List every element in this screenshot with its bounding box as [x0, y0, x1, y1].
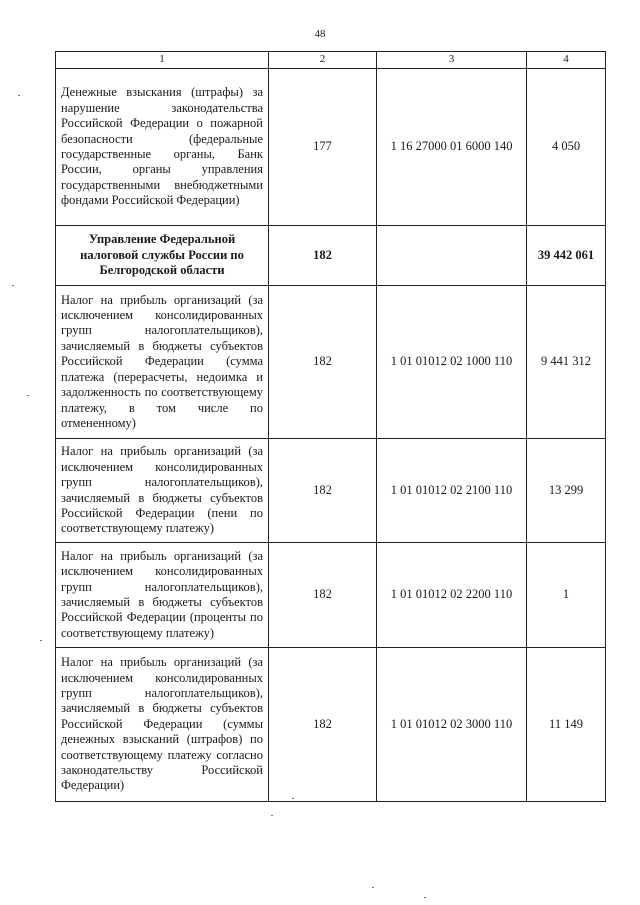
column-header: 1 [56, 52, 269, 69]
admin-code-cell: 182 [269, 648, 377, 802]
admin-code-cell: 182 [269, 226, 377, 286]
row-name-cell: Налог на прибыль организаций (за исключением консолидированных групп налогоплательщиков), зачисляемый в бюджеты субъектов Российской Федерации (сумма платежа (перерасчеты, недоимка и задолженность по соответствующему платежу, в том числе по отмененному) [56, 286, 269, 439]
income-code-cell: 1 01 01012 02 1000 110 [377, 286, 527, 439]
budget-table [55, 51, 606, 802]
income-code-cell: 1 01 01012 02 2200 110 [377, 543, 527, 648]
row-name-cell: Денежные взыскания (штрафы) за нарушение законодательства Российской Федерации о пожарной безопасности (федеральные государственные органы, Банк России, органы управления государственными внебюджетными фондами Российской Федерации) [56, 69, 269, 226]
income-code-cell [377, 226, 527, 286]
amount-cell: 11 149 [527, 648, 606, 802]
table-row [56, 286, 606, 439]
scan-speck [27, 395, 29, 396]
row-name-cell: Налог на прибыль организаций (за исключением консолидированных групп налогоплательщиков), зачисляемый в бюджеты субъектов Российской Федерации (пени по соответствующему платежу) [56, 439, 269, 543]
table-row [56, 648, 606, 802]
table-header-row [56, 52, 606, 69]
scan-speck [271, 815, 273, 816]
column-header: 3 [377, 52, 527, 69]
admin-code-cell: 177 [269, 69, 377, 226]
income-code-cell: 1 01 01012 02 3000 110 [377, 648, 527, 802]
admin-code-cell: 182 [269, 439, 377, 543]
income-code-cell: 1 16 27000 01 6000 140 [377, 69, 527, 226]
scan-speck [292, 798, 294, 799]
page-number: 48 [314, 28, 326, 40]
column-header: 4 [527, 52, 606, 69]
row-name-cell: Управление Федеральной налоговой службы России по Белгородской области [56, 226, 269, 286]
scan-speck [40, 640, 42, 641]
table-row [56, 543, 606, 648]
admin-code-cell: 182 [269, 286, 377, 439]
amount-cell: 39 442 061 [527, 226, 606, 286]
column-header: 2 [269, 52, 377, 69]
amount-cell: 9 441 312 [527, 286, 606, 439]
admin-code-cell: 182 [269, 543, 377, 648]
amount-cell: 13 299 [527, 439, 606, 543]
row-name-cell: Налог на прибыль организаций (за исключением консолидированных групп налогоплательщиков), зачисляемый в бюджеты субъектов Российской Федерации (проценты по соответствующему платежу) [56, 543, 269, 648]
scan-speck [12, 285, 14, 286]
amount-cell: 4 050 [527, 69, 606, 226]
scan-speck [424, 897, 426, 898]
scan-speck [18, 95, 20, 96]
table-row [56, 69, 606, 226]
table-row [56, 226, 606, 286]
scan-speck [372, 887, 374, 888]
table-row [56, 439, 606, 543]
income-code-cell: 1 01 01012 02 2100 110 [377, 439, 527, 543]
amount-cell: 1 [527, 543, 606, 648]
row-name-cell: Налог на прибыль организаций (за исключением консолидированных групп налогоплательщиков), зачисляемый в бюджеты субъектов Российской Федерации (суммы денежных взысканий (штрафов) по соответствующему платежу согласно законодательству Российской Федерации) [56, 648, 269, 802]
